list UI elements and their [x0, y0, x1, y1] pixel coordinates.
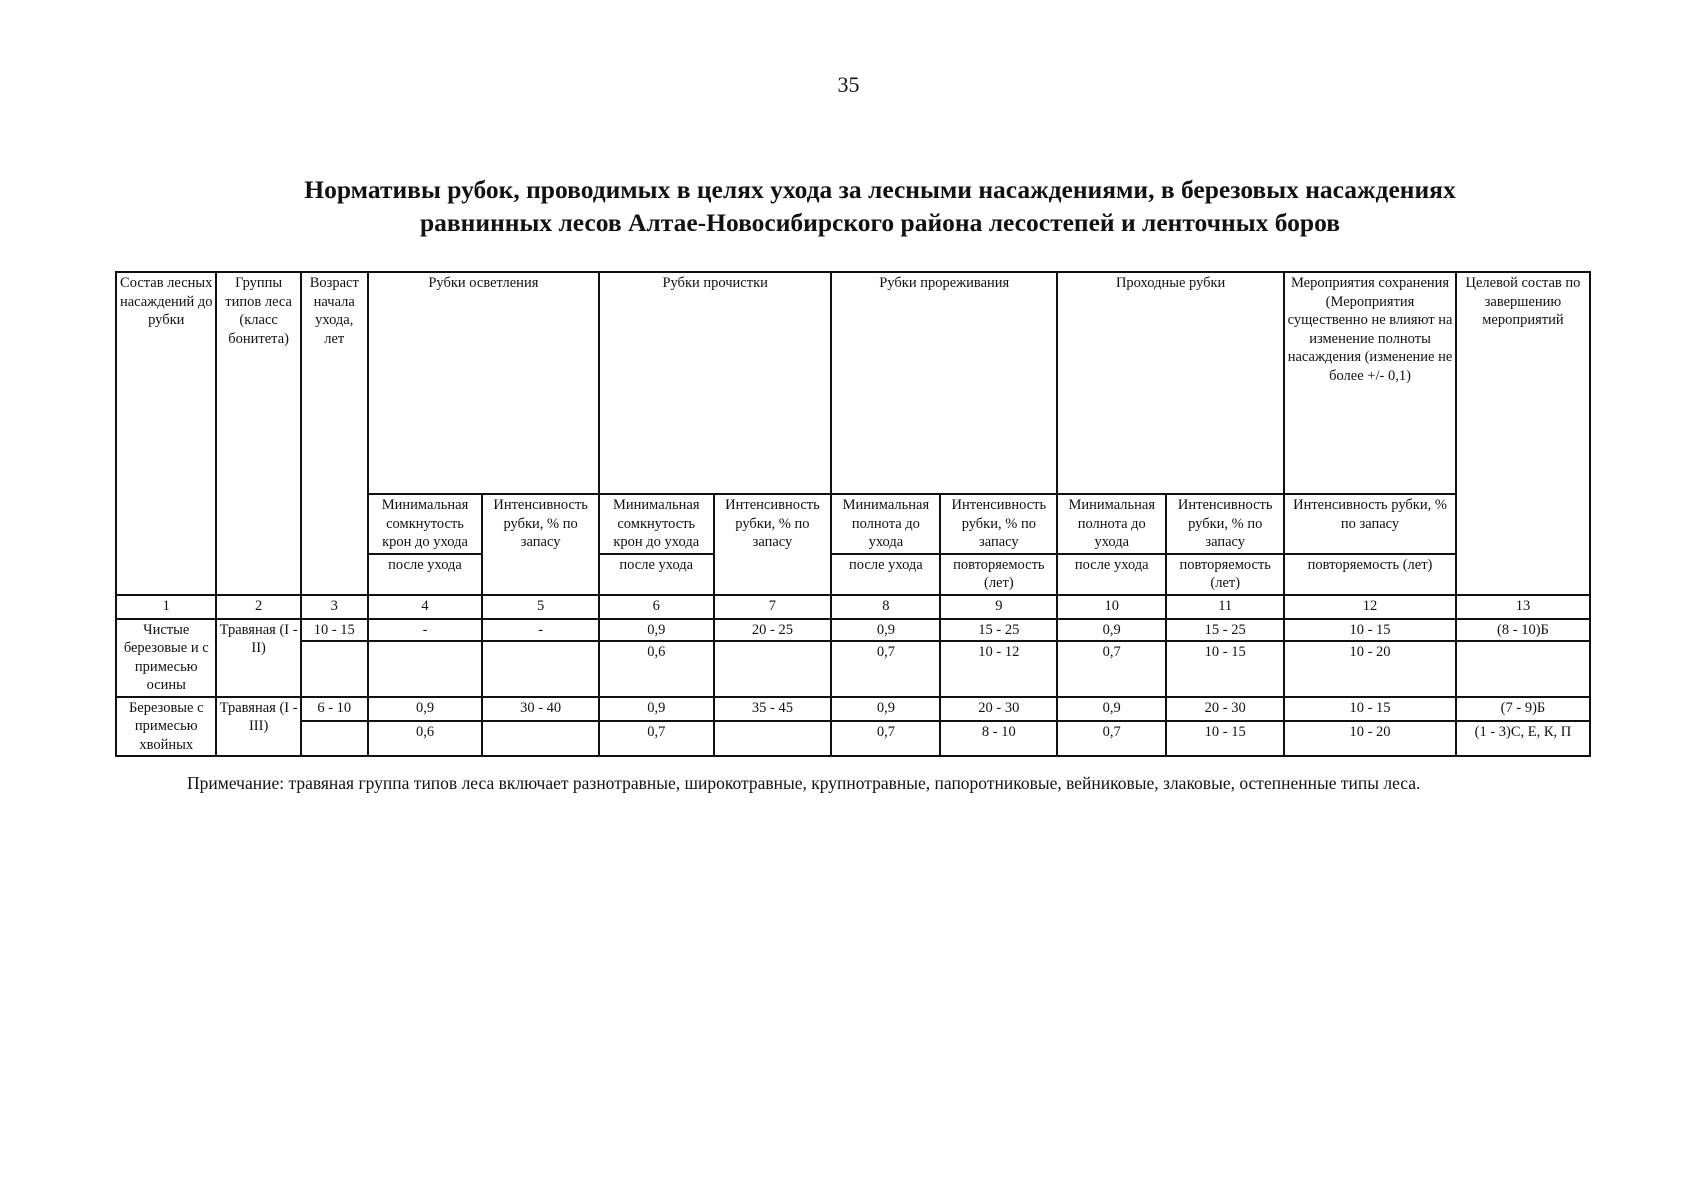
- cell-value: 10 - 15: [1166, 641, 1284, 696]
- subheader-intensity: Интенсивность рубки, % по запасу: [1166, 494, 1284, 554]
- norms-table: [115, 271, 1591, 757]
- cell-value: 20 - 30: [1166, 697, 1284, 722]
- cell-value: 0,7: [831, 721, 940, 756]
- subheader-min-closure: Минимальная сомкнутость крон до ухода: [368, 494, 483, 554]
- cell-value: 0,9: [831, 697, 940, 722]
- subheader-intensity: Интенсивность рубки, % по запасу: [714, 494, 832, 595]
- subheader-repeat: повторяемость (лет): [1284, 554, 1456, 595]
- subheader-intensity: Интенсивность рубки, % по запасу: [482, 494, 599, 595]
- cell-empty: [714, 641, 832, 696]
- cell-value: 0,6: [599, 641, 714, 696]
- table-row: [116, 619, 1590, 642]
- subheader-after-care: после ухода: [368, 554, 483, 595]
- cell-empty: [301, 721, 368, 756]
- cell-empty: [368, 641, 483, 696]
- cell-value: 0,7: [831, 641, 940, 696]
- subheader-after-care: после ухода: [1057, 554, 1166, 595]
- column-number: 3: [301, 595, 368, 619]
- column-number: 6: [599, 595, 714, 619]
- subheader-intensity-preservation: Интенсивность рубки, % по запасу: [1284, 494, 1456, 554]
- table-row: [116, 641, 1590, 696]
- column-number: 11: [1166, 595, 1284, 619]
- header-passing: Проходные рубки: [1057, 272, 1284, 494]
- cell-value: 15 - 25: [940, 619, 1057, 642]
- cell-target: (7 - 9)Б: [1456, 697, 1590, 722]
- subheader-min-density: Минимальная полнота до ухода: [1057, 494, 1166, 554]
- cell-value: 15 - 25: [1166, 619, 1284, 642]
- title-line-2: равнинных лесов Алтае-Новосибирского района лесостепей и ленточных боров: [419, 208, 1340, 237]
- column-number: 2: [216, 595, 300, 619]
- column-number: 8: [831, 595, 940, 619]
- column-number: 13: [1456, 595, 1590, 619]
- cell-value: 10 - 20: [1284, 641, 1456, 696]
- subheader-repeat: повторяемость (лет): [1166, 554, 1284, 595]
- cell-value: 10 - 20: [1284, 721, 1456, 756]
- column-number: 12: [1284, 595, 1456, 619]
- cell-value: 0,7: [1057, 641, 1166, 696]
- header-target: Целевой состав по завершению мероприятий: [1456, 272, 1590, 595]
- cell-empty: [482, 641, 599, 696]
- cell-value: 0,6: [368, 721, 483, 756]
- table-row: [116, 697, 1590, 722]
- page-number: 35: [837, 72, 860, 97]
- cell-value: 10 - 12: [940, 641, 1057, 696]
- header-preservation: Мероприятия сохранения (Мероприятия существенно не влияют на изменение полноты насаждения (изменение не более +/- 0,1): [1284, 272, 1456, 494]
- subheader-after-care: после ухода: [599, 554, 714, 595]
- cell-value: 0,9: [831, 619, 940, 642]
- cell-value: 0,7: [599, 721, 714, 756]
- column-number: 1: [116, 595, 216, 619]
- subheader-min-closure: Минимальная сомкнутость крон до ухода: [599, 494, 714, 554]
- table-row: [116, 721, 1590, 756]
- cell-value: 20 - 25: [714, 619, 832, 642]
- cell-value: 35 - 45: [714, 697, 832, 722]
- cell-value: 10 - 15: [1284, 619, 1456, 642]
- cell-value: 0,9: [368, 697, 483, 722]
- header-start-age: Возраст начала ухода, лет: [301, 272, 368, 595]
- cell-value: 0,9: [1057, 619, 1166, 642]
- cell-target: (1 - 3)С, Е, К, П: [1456, 721, 1590, 756]
- column-number: 10: [1057, 595, 1166, 619]
- table-note: Примечание: травяная группа типов леса включает разнотравные, широкотравные, крупнотравные, папоротниковые, вейниковые, злаковые, остепненные типы леса.: [187, 773, 1421, 793]
- cell-value: 0,9: [599, 697, 714, 722]
- column-number-row: [116, 595, 1590, 619]
- cell-value: 0,9: [1057, 697, 1166, 722]
- cell-value: 20 - 30: [940, 697, 1057, 722]
- column-number: 7: [714, 595, 832, 619]
- header-cleaning: Рубки прочистки: [599, 272, 831, 494]
- cell-value: 0,9: [599, 619, 714, 642]
- cell-value: 8 - 10: [940, 721, 1057, 756]
- column-number: 9: [940, 595, 1057, 619]
- cell-start-age: 10 - 15: [301, 619, 368, 642]
- column-number: 4: [368, 595, 483, 619]
- cell-value: 0,7: [1057, 721, 1166, 756]
- subheader-min-density: Минимальная полнота до ухода: [831, 494, 940, 554]
- subheader-after-care: после ухода: [831, 554, 940, 595]
- cell-empty: [714, 721, 832, 756]
- header-clearing: Рубки осветления: [368, 272, 599, 494]
- subheader-repeat: повторяемость (лет): [940, 554, 1057, 595]
- cell-empty: [482, 721, 599, 756]
- cell-empty: [301, 641, 368, 696]
- cell-value: 10 - 15: [1284, 697, 1456, 722]
- cell-value: 10 - 15: [1166, 721, 1284, 756]
- cell-composition: Чистые березовые и с примесью осины: [116, 619, 216, 697]
- header-composition: Состав лесных насаждений до рубки: [116, 272, 216, 595]
- cell-forest-group: Травяная (I - II): [216, 619, 300, 697]
- cell-start-age: 6 - 10: [301, 697, 368, 722]
- cell-value: -: [482, 619, 599, 642]
- header-forest-groups: Группы типов леса (класс бонитета): [216, 272, 300, 595]
- cell-target: (8 - 10)Б: [1456, 619, 1590, 642]
- cell-empty: [1456, 641, 1590, 696]
- column-number: 5: [482, 595, 599, 619]
- cell-composition: Березовые с примесью хвойных: [116, 697, 216, 757]
- cell-value: -: [368, 619, 483, 642]
- subheader-intensity: Интенсивность рубки, % по запасу: [940, 494, 1057, 554]
- cell-value: 30 - 40: [482, 697, 599, 722]
- document-title: [115, 173, 1645, 239]
- header-thinning: Рубки прореживания: [831, 272, 1057, 494]
- cell-forest-group: Травяная (I - III): [216, 697, 300, 757]
- title-line-1: Нормативы рубок, проводимых в целях ухода за лесными насаждениями, в березовых насаждениях: [304, 175, 1456, 204]
